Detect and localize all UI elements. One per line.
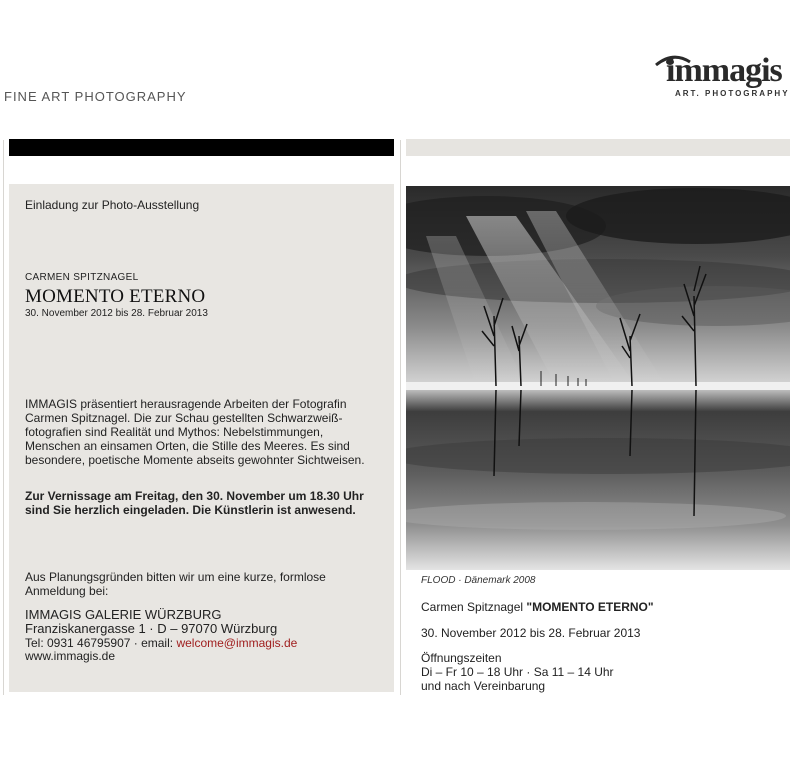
- email-link[interactable]: welcome@immagis.de: [176, 636, 298, 650]
- exhibition-title-line: [421, 600, 654, 614]
- opening-hours-weekdays: Di – Fr 10 – 18 Uhr · Sa 11 – 14 Uhr: [421, 665, 614, 679]
- invitation-panel: [9, 184, 394, 692]
- grey-bar: [406, 139, 790, 156]
- exhibition-title-right: "MOMENTO ETERNO": [526, 600, 654, 614]
- flood-photograph: [406, 186, 790, 570]
- gallery-name: IMMAGIS GALERIE WÜRZBURG: [25, 607, 222, 622]
- logo-wordmark: immagis: [666, 52, 782, 89]
- opening-hours: [421, 651, 614, 693]
- artist-name-right: Carmen Spitznagel: [421, 600, 527, 614]
- photo-caption: FLOOD · Dänemark 2008: [421, 575, 536, 586]
- exhibition-dates-right: 30. November 2012 bis 28. Februar 2013: [421, 626, 641, 640]
- contact-line: [25, 636, 297, 650]
- registration-note: Aus Planungsgründen bitten wir um eine kurze, formlose Anmeldung bei:: [25, 570, 326, 598]
- description-paragraph: IMMAGIS präsentiert herausragende Arbeiten der Fotografin Carmen Spitznagel. Die zur Schau gestellten Schwarzweiß-fotografien sind Realität und Mythos: Nebelstimmungen, Menschen an einsamen Orten, die Stille des Meeres. Es sind besondere, poetische Momente abseits gewohnter Sichtweisen.: [25, 397, 365, 467]
- divider-middle: [400, 140, 401, 695]
- artist-name: CARMEN SPITZNAGEL: [25, 272, 139, 283]
- gallery-address: Franziskanergasse 1 · D – 97070 Würzburg: [25, 621, 278, 636]
- phone-text: Tel: 0931 46795907 · email:: [25, 636, 177, 650]
- opening-hours-label: Öffnungszeiten: [421, 651, 502, 665]
- immagis-logo: [652, 48, 792, 108]
- exhibition-dates: 30. November 2012 bis 28. Februar 2013: [25, 308, 208, 319]
- opening-hours-appointment: und nach Vereinbarung: [421, 679, 546, 693]
- logo-subtitle: ART. PHOTOGRAPHY: [675, 89, 790, 98]
- black-bar: [9, 139, 394, 156]
- tagline: FINE ART PHOTOGRAPHY: [4, 89, 187, 104]
- vernissage-notice: Zur Vernissage am Freitag, den 30. November um 18.30 Uhr sind Sie herzlich eingeladen. Die Künstlerin ist anwesend.: [25, 489, 364, 517]
- divider-left: [3, 140, 4, 695]
- invitation-heading: Einladung zur Photo-Ausstellung: [25, 198, 200, 212]
- exhibition-title: MOMENTO ETERNO: [25, 286, 206, 307]
- website-link[interactable]: www.immagis.de: [25, 649, 116, 663]
